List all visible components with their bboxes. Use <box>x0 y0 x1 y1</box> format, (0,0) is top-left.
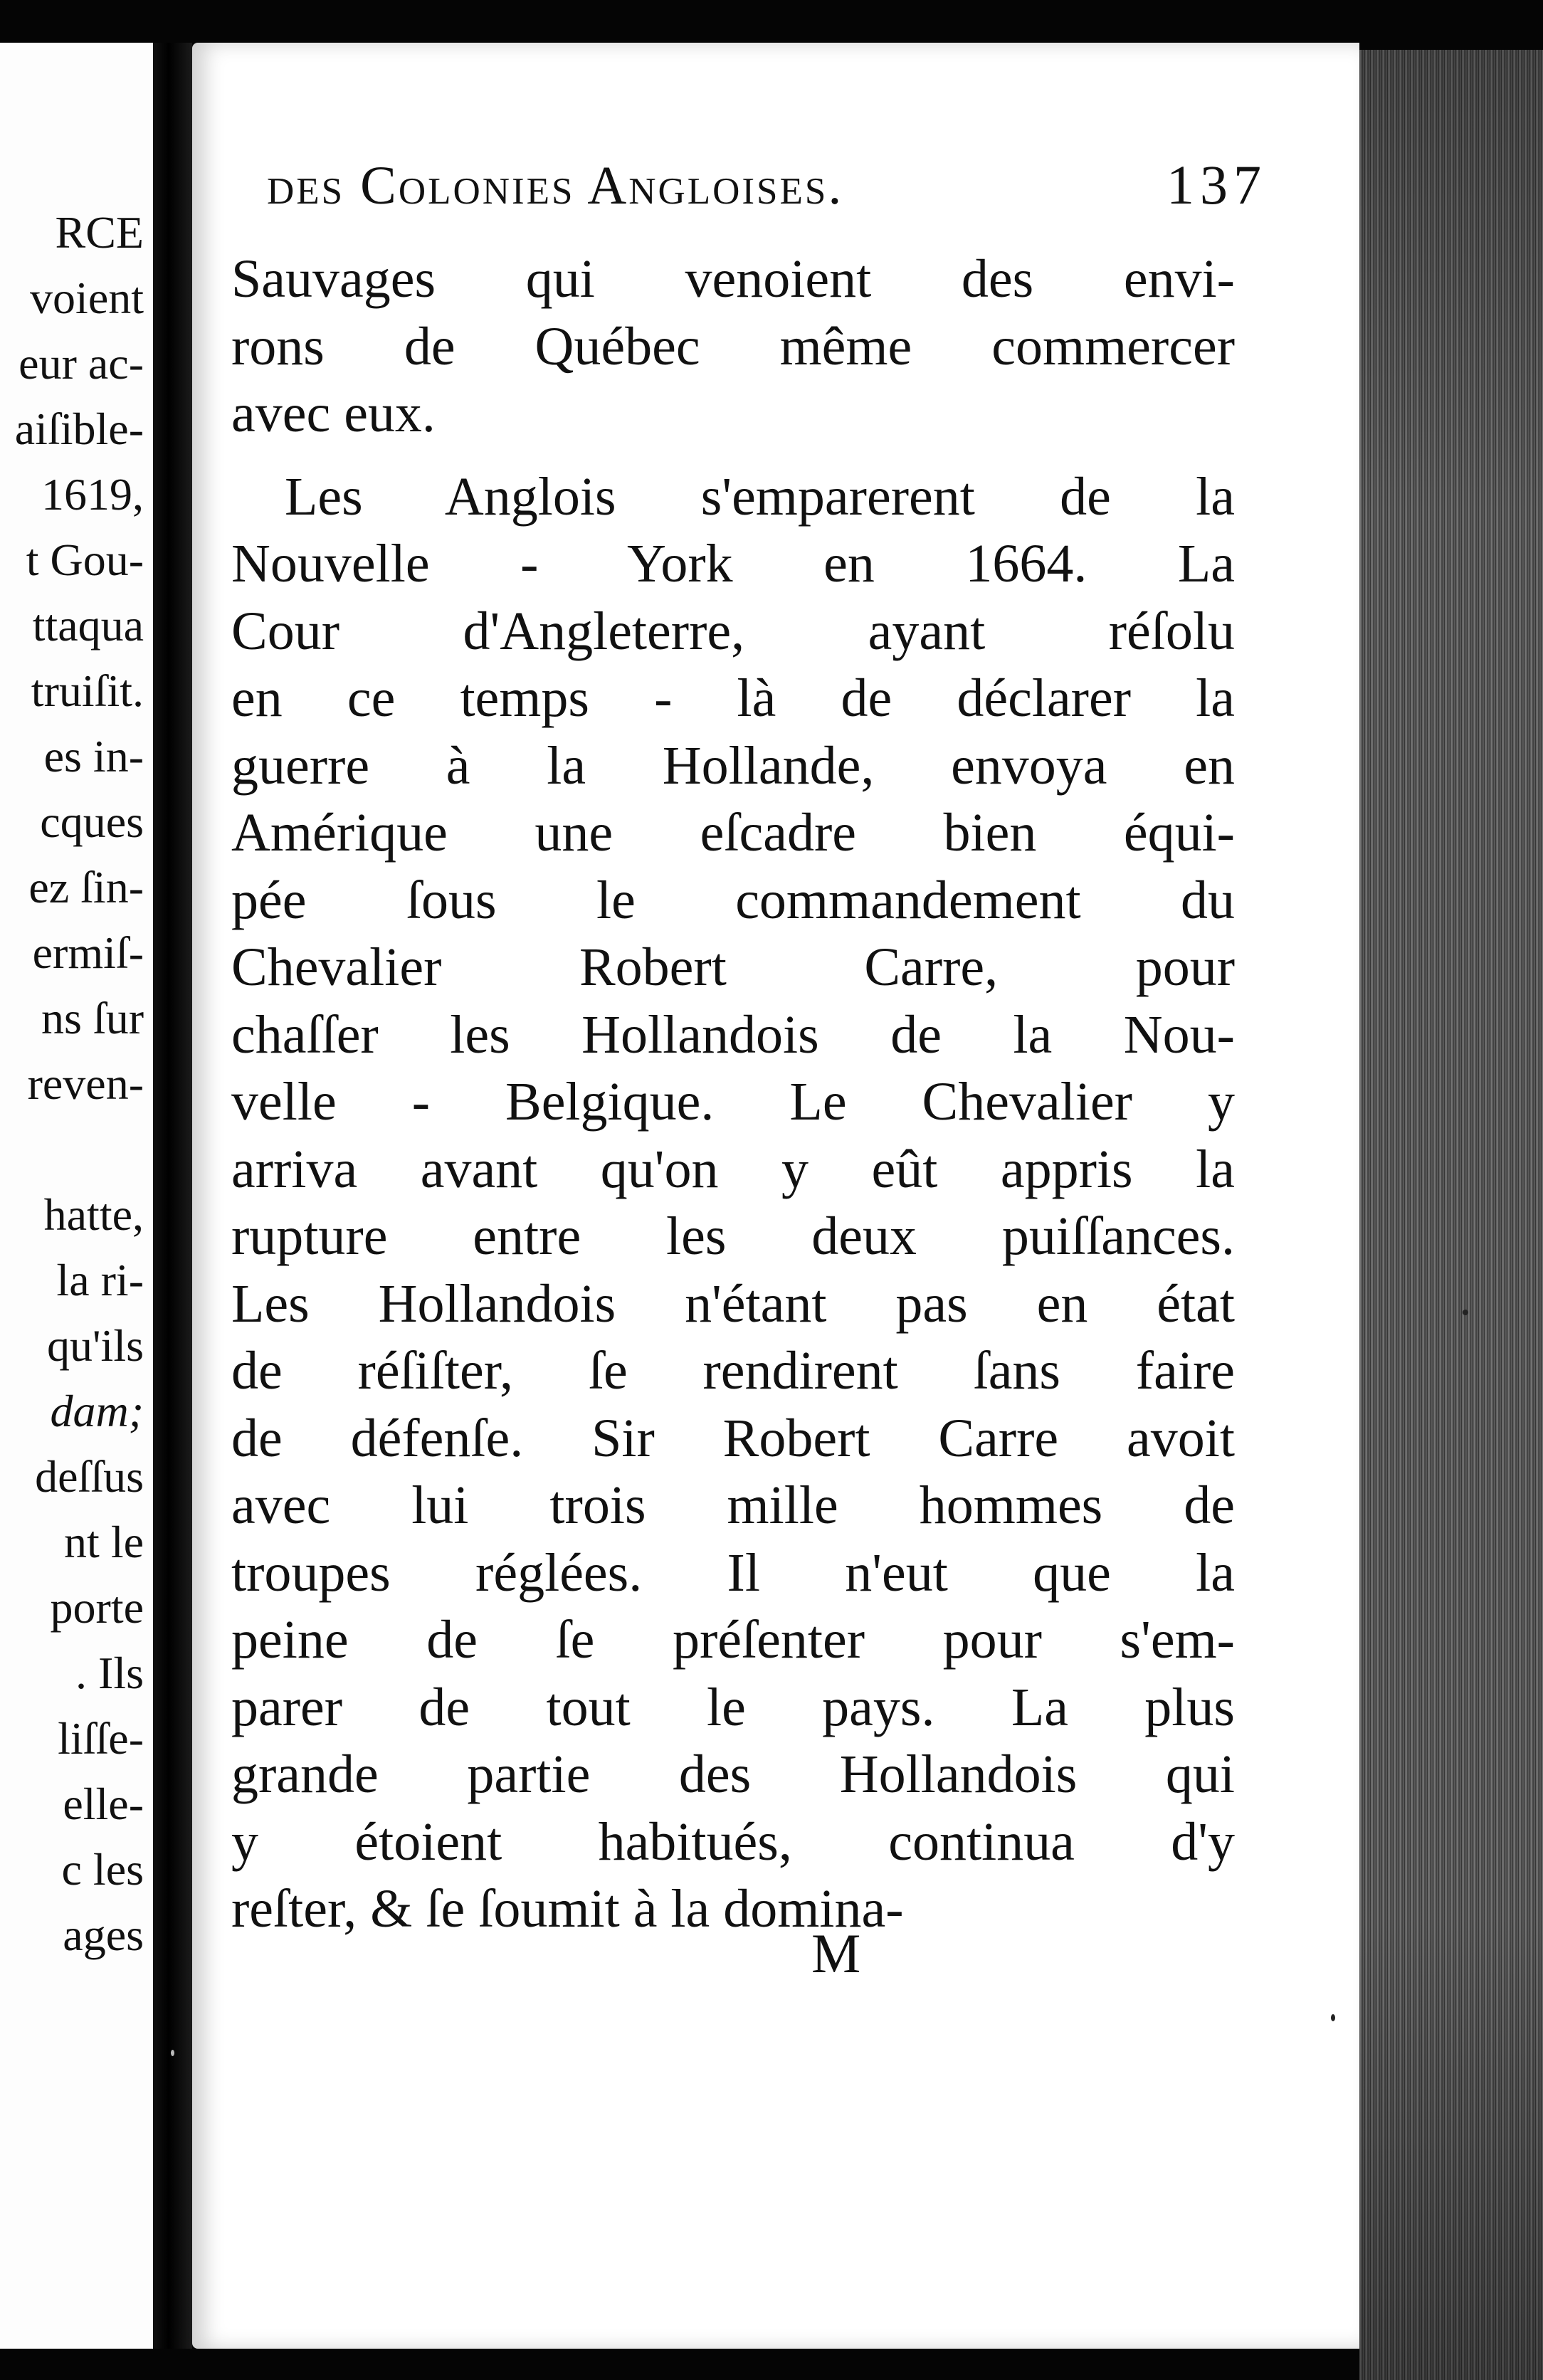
previous-page-line: cques <box>40 796 144 847</box>
previous-page-line: . Ils <box>75 1648 144 1698</box>
previous-page-line: elle- <box>63 1779 144 1829</box>
previous-page-line: eur ac- <box>19 338 144 389</box>
previous-page-line: la ri- <box>56 1255 144 1305</box>
signature-mark: M <box>811 1922 864 1984</box>
text-line: Amérique une eſcadre bien équi- <box>231 803 1235 863</box>
text-line: Nouvelle - York en 1664. La <box>231 534 1235 594</box>
previous-page-line: deſſus <box>35 1451 144 1502</box>
page-number: 137 <box>1167 154 1267 216</box>
previous-page-line: liſſe- <box>58 1713 144 1764</box>
text-line: Cour d'Angleterre, ayant réſolu <box>231 601 1235 661</box>
text-line: peine de ſe préſenter pour s'em- <box>231 1610 1235 1670</box>
previous-page-line: ez ſin- <box>28 862 144 912</box>
running-head <box>267 139 1267 217</box>
text-line: avec eux. <box>231 384 436 443</box>
previous-page-line: qu'ils <box>47 1320 144 1371</box>
text-line: pée ſous le commandement du <box>231 870 1235 930</box>
running-title: des Colonies Angloises. <box>267 156 844 216</box>
text-line: y étoient habitués, continua d'y <box>231 1811 1235 1872</box>
previous-page-line: ns ſur <box>41 993 144 1043</box>
text-line: reſter, & ſe ſoumit à la domina- <box>231 1879 904 1939</box>
text-line: Chevalier Robert Carre, pour <box>231 937 1235 997</box>
text-line: de défenſe. Sir Robert Carre avoit <box>231 1408 1235 1468</box>
previous-page-line: dam; <box>50 1386 144 1436</box>
previous-page-line: RCE <box>55 207 144 258</box>
paper-speck <box>1463 1310 1468 1315</box>
text-line: de réſiſter, ſe rendirent ſans faire <box>231 1341 1235 1401</box>
paper-speck <box>171 2050 174 2056</box>
previous-page-line: porte <box>50 1582 144 1633</box>
previous-page-fragment <box>0 43 153 2349</box>
fore-edge-shadow <box>1359 50 1543 2380</box>
previous-page-line: t Gou- <box>26 535 144 585</box>
text-line: rupture entre les deux puiſſances. <box>231 1206 1235 1266</box>
current-page <box>192 43 1359 2349</box>
paper-speck <box>1331 2014 1335 2021</box>
previous-page-line: ages <box>63 1910 144 1960</box>
previous-page-line: truiſit. <box>31 665 144 716</box>
previous-page-line: aiſible- <box>14 404 144 454</box>
text-line: grande partie des Hollandois qui <box>231 1744 1235 1804</box>
previous-page-line: nt le <box>64 1517 144 1567</box>
previous-page-line: ermiſ- <box>32 927 144 978</box>
text-line: velle - Belgique. Le Chevalier y <box>231 1072 1235 1132</box>
text-line: parer de tout le pays. La plus <box>231 1677 1235 1737</box>
previous-page-line: ttaqua <box>32 600 144 651</box>
previous-page-line: reven- <box>27 1058 144 1109</box>
previous-page-line: hatte, <box>43 1189 144 1240</box>
text-line: rons de Québec même commercer <box>231 316 1235 377</box>
text-line: chaſſer les Hollandois de la Nou- <box>231 1004 1235 1065</box>
text-line: Sauvages qui venoient des envi- <box>231 249 1235 309</box>
text-line: guerre à la Hollande, envoya en <box>231 735 1235 796</box>
previous-page-line: voient <box>30 273 144 323</box>
previous-page-line: c les <box>61 1844 144 1895</box>
text-line: Les Hollandois n'étant pas en état <box>231 1273 1235 1334</box>
book-gutter <box>153 43 192 2349</box>
previous-page-line: es in- <box>43 731 144 781</box>
previous-page-line: 1619, <box>41 469 144 520</box>
text-line: troupes réglées. Il n'eut que la <box>231 1542 1235 1603</box>
text-line: Les Anglois s'emparerent de la <box>285 466 1235 527</box>
text-line: avec lui trois mille hommes de <box>231 1475 1235 1535</box>
text-line: arriva avant qu'on y eût appris la <box>231 1139 1235 1199</box>
text-line: en ce temps - là de déclarer la <box>231 668 1235 728</box>
